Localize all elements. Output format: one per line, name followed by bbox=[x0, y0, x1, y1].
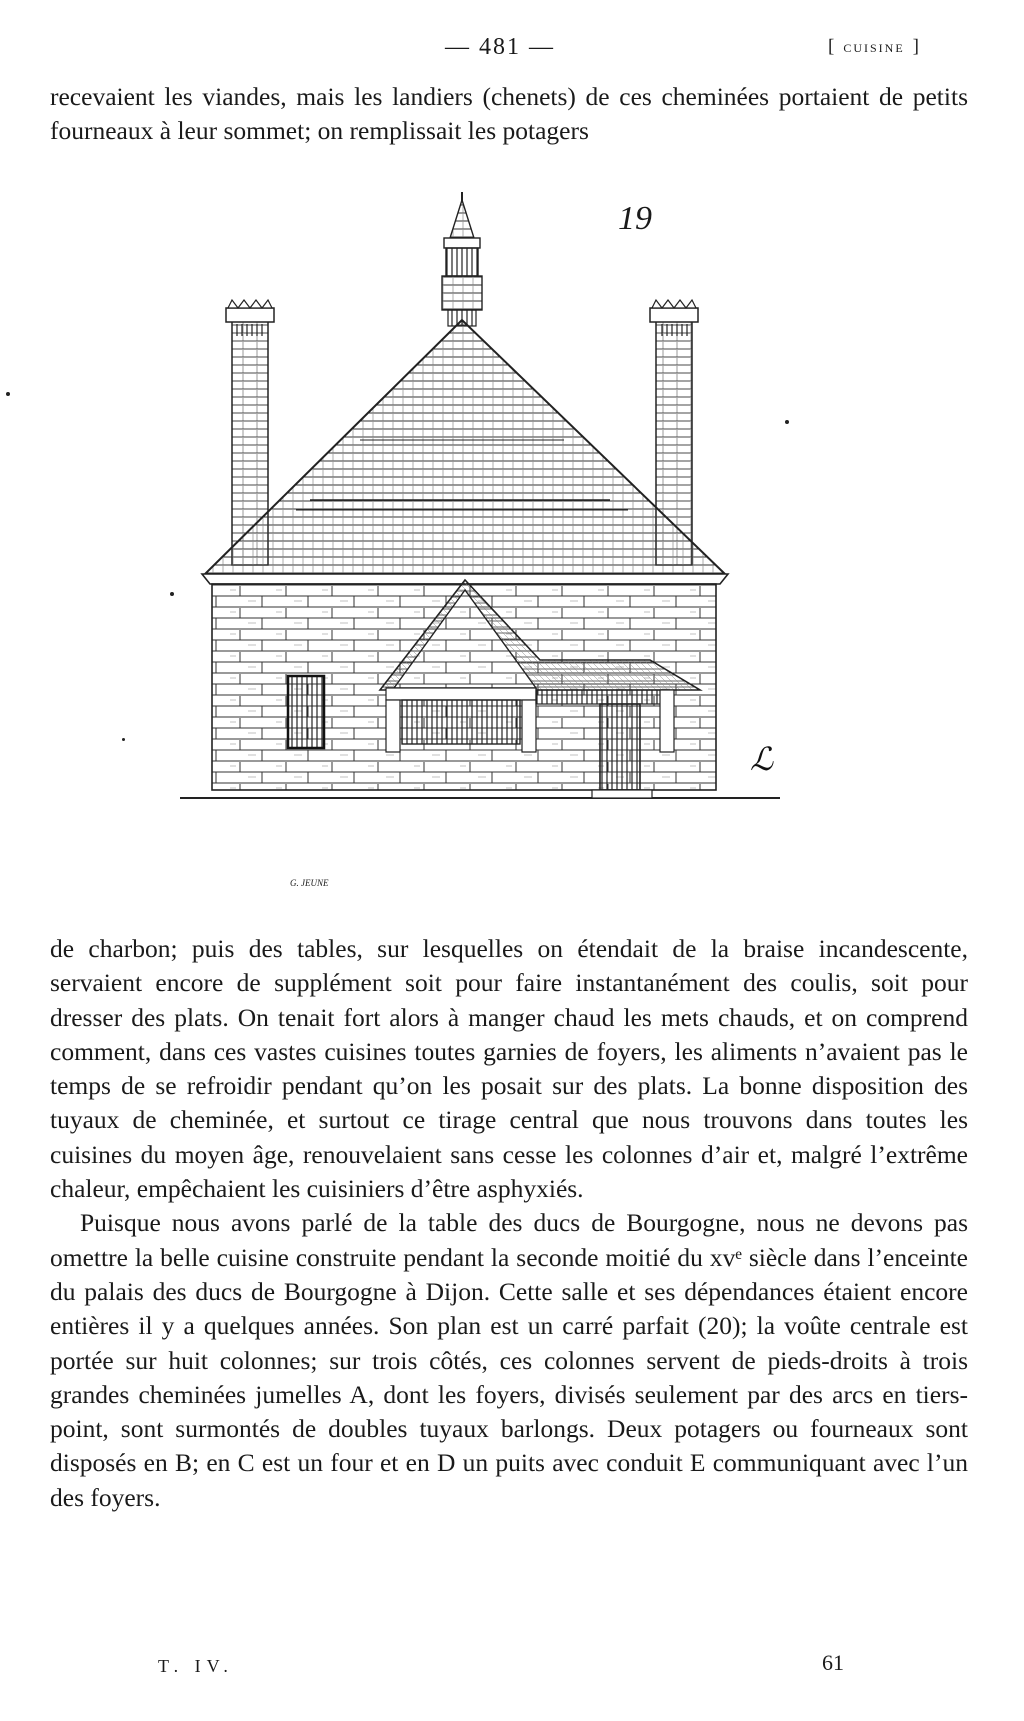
paragraph-1: de charbon; puis des tables, sur lesquelles on étendait de la braise incandescente, servaient encore de supplément soit pour faire instantanément des coulis, soit pour dresser des plats. On tenait fort alors à manger chaud les mets chauds, et on comprend comment, dans ces vastes cuisines toutes garnies de foyers, les aliments n’avaient pas le temps de se refroidir pendant qu’on les posait sur des plats. La bonne disposition des tuyaux de cheminée, et surtout ce tirage central que nous trouvons dans toutes les cuisines du moyen âge, renouvelaient sans cesse les colonnes d’air et, malgré l’extrême chaleur, empêchaient les cuisiniers d’être asphyxiés. bbox=[50, 934, 968, 1204]
top-paragraph-block bbox=[50, 80, 968, 149]
engraver-credit: G. JEUNE bbox=[290, 878, 329, 888]
print-speck bbox=[785, 420, 789, 424]
print-speck bbox=[122, 738, 125, 741]
section-title bbox=[828, 36, 920, 58]
section-name: cuisine bbox=[843, 37, 905, 56]
section-bracket-close: ] bbox=[912, 36, 920, 57]
print-speck bbox=[170, 592, 174, 596]
lantern-spire bbox=[442, 192, 482, 326]
main-roof bbox=[202, 320, 728, 584]
print-speck bbox=[6, 392, 10, 396]
paragraph-2: Puisque nous avons parlé de la table des ducs de Bourgogne, nous ne devons pas omettre la belle cuisine construite pendant la seconde moitié du xvᵉ siècle dans l’enceinte du palais des ducs de Bourgogne à Dijon. Cette salle et ses dépendances étaient encore entières il y a quelques années. Son plan est un carré parfait (20); la voûte centrale est portée sur huit colonnes; sur trois côtés, ces colonnes servent de pieds-droits à trois grandes cheminées jumelles A, dont les foyers, divisés seulement par des arcs en tiers-point, sont surmontés de doubles tuyaux barlongs. Deux potagers ou fourneaux sont disposés en B; en C est un four et en D un puits avec conduit E communiquant avec l’un des foyers. bbox=[50, 1208, 968, 1512]
kitchen-engraving bbox=[180, 190, 840, 890]
signature-mark: 61 bbox=[822, 1650, 844, 1675]
page-number: — 481 — bbox=[445, 34, 555, 60]
section-bracket-open: [ bbox=[828, 36, 836, 57]
figure-number: 19 bbox=[618, 200, 652, 237]
barred-window bbox=[288, 676, 324, 748]
running-header bbox=[0, 30, 1024, 70]
monogram: ℒ bbox=[750, 741, 774, 777]
body-text bbox=[50, 932, 968, 1515]
door-step bbox=[592, 790, 652, 798]
volume-marker: T. IV. bbox=[158, 1656, 234, 1676]
top-paragraph: recevaient les viandes, mais les landiers (chenets) de ces cheminées portaient de petits fourneaux à leur sommet; on remplissait les potagers bbox=[50, 82, 968, 146]
